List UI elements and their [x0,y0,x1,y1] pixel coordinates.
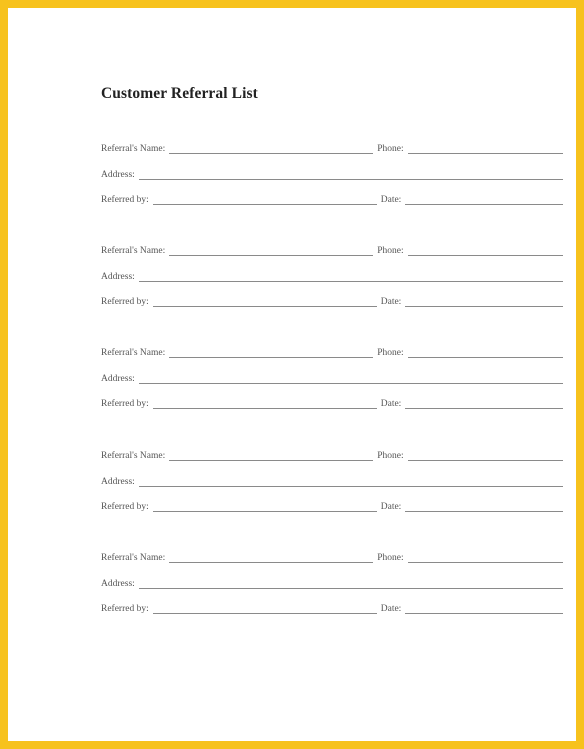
referred-by-row [101,293,563,309]
referral-name-field[interactable] [169,152,373,154]
phone-field[interactable] [408,561,563,563]
date-label: Date: [380,399,402,409]
address-label: Address: [101,170,135,180]
referral-name-row [101,140,563,156]
referred-by-row [101,498,563,514]
date-label: Date: [380,195,402,205]
page-title: Customer Referral List [101,85,258,102]
referral-entry-1 [101,140,563,220]
phone-label: Phone: [377,246,404,256]
referred-by-label: Referred by: [101,502,149,512]
phone-field[interactable] [408,254,563,256]
referred-by-field[interactable] [153,612,377,614]
referred-by-field[interactable] [153,407,377,409]
referred-by-row [101,395,563,411]
address-field[interactable] [139,485,563,487]
referral-name-label: Referral's Name: [101,348,166,358]
phone-label: Phone: [377,553,404,563]
phone-field[interactable] [408,356,563,358]
referral-name-field[interactable] [169,254,373,256]
referral-name-label: Referral's Name: [101,451,166,461]
phone-label: Phone: [377,348,404,358]
date-label: Date: [380,297,402,307]
referral-entry-2 [101,242,563,322]
date-field[interactable] [405,203,563,205]
address-field[interactable] [139,382,563,384]
referral-entry-4 [101,447,563,527]
phone-field[interactable] [408,459,563,461]
phone-label: Phone: [377,144,404,154]
address-row [101,575,563,591]
referral-entry-3 [101,344,563,424]
address-field[interactable] [139,280,563,282]
date-field[interactable] [405,612,563,614]
date-label: Date: [380,502,402,512]
referred-by-field[interactable] [153,510,377,512]
referred-by-field[interactable] [153,203,377,205]
address-field[interactable] [139,178,563,180]
referred-by-row [101,191,563,207]
referred-by-label: Referred by: [101,297,149,307]
address-label: Address: [101,374,135,384]
referral-entry-5 [101,549,563,629]
referred-by-label: Referred by: [101,399,149,409]
date-field[interactable] [405,305,563,307]
phone-field[interactable] [408,152,563,154]
date-field[interactable] [405,510,563,512]
date-label: Date: [380,604,402,614]
referral-name-row [101,242,563,258]
referral-name-row [101,344,563,360]
referred-by-label: Referred by: [101,604,149,614]
referral-name-label: Referral's Name: [101,553,166,563]
address-row [101,473,563,489]
address-row [101,166,563,182]
referral-name-label: Referral's Name: [101,144,166,154]
referral-name-field[interactable] [169,356,373,358]
referred-by-row [101,600,563,616]
referral-name-row [101,549,563,565]
address-label: Address: [101,477,135,487]
referral-name-field[interactable] [169,459,373,461]
referral-name-label: Referral's Name: [101,246,166,256]
phone-label: Phone: [377,451,404,461]
referral-name-row [101,447,563,463]
address-row [101,268,563,284]
address-row [101,370,563,386]
address-label: Address: [101,272,135,282]
date-field[interactable] [405,407,563,409]
referred-by-field[interactable] [153,305,377,307]
referral-name-field[interactable] [169,561,373,563]
address-field[interactable] [139,587,563,589]
address-label: Address: [101,579,135,589]
referred-by-label: Referred by: [101,195,149,205]
